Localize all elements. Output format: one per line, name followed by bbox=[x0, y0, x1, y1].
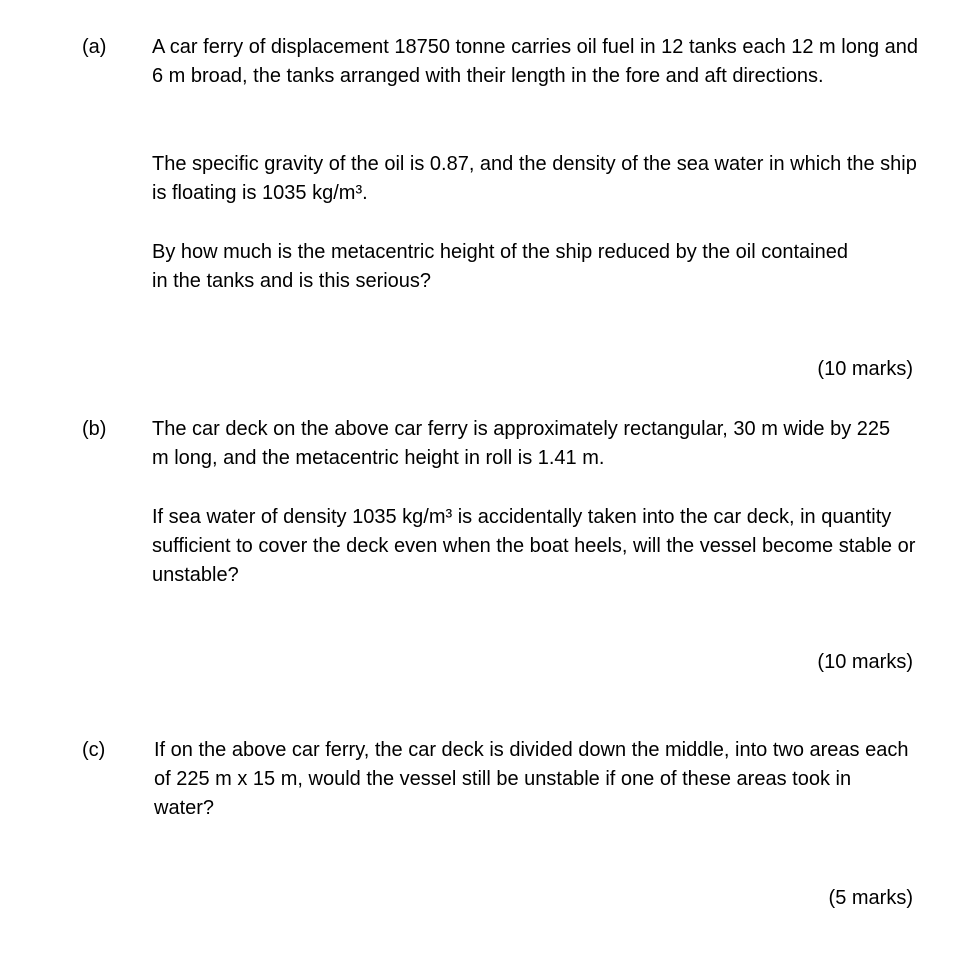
question-c-label: (c) bbox=[82, 739, 106, 761]
question-b-paragraph-1: The car deck on the above car ferry is approximately rectangular, 30 m wide by 225 m long, and the metacentric height in roll is 1.41 m. bbox=[152, 418, 891, 469]
question-c-marks: (5 marks) bbox=[828, 887, 913, 909]
question-a-paragraph-3: By how much is the metacentric height of the ship reduced by the oil contained in the tanks and is this serious? bbox=[152, 241, 848, 292]
question-c-paragraph-1: If on the above car ferry, the car deck is divided down the middle, into two areas each of 225 m x 15 m, would the vessel still be unstable if one of these areas took in water? bbox=[154, 739, 909, 819]
question-b-paragraph-2: If sea water of density 1035 kg/m³ is accidentally taken into the car deck, in quantity sufficient to cover the deck even when the boat heels, will the vessel become stable or unstable? bbox=[152, 506, 916, 586]
question-a-label: (a) bbox=[82, 36, 107, 58]
question-a-paragraph-2: The specific gravity of the oil is 0.87, and the density of the sea water in which the ship is floating is 1035 kg/m³. bbox=[152, 153, 917, 204]
question-b-label: (b) bbox=[82, 418, 107, 440]
question-a-paragraph-1: A car ferry of displacement 18750 tonne carries oil fuel in 12 tanks each 12 m long and 6 m broad, the tanks arranged with their length in the fore and aft directions. bbox=[152, 36, 919, 87]
question-a-marks: (10 marks) bbox=[817, 358, 913, 380]
question-b-marks: (10 marks) bbox=[817, 651, 913, 673]
